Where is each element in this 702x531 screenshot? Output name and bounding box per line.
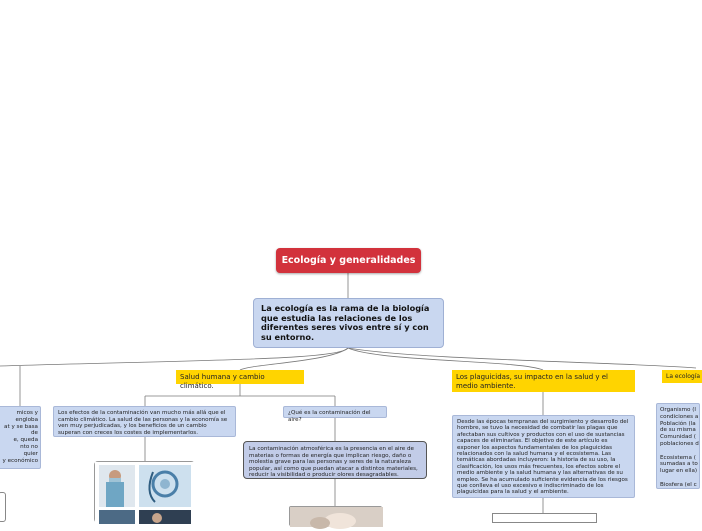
doctors-stethoscope-image xyxy=(95,462,196,524)
plaguicidas-image-frame xyxy=(492,513,597,523)
right-partial-line: sumadas a to xyxy=(660,461,698,468)
air-image xyxy=(289,506,382,526)
right-partial-line: Biosfera (el c xyxy=(660,481,697,488)
left-partial-node[interactable] xyxy=(0,406,41,469)
plaguicidas-text-node[interactable]: Desde las épocas tempranas del surgimiento y desarrollo del hombre, se tuvo la necesidad de combatir las plagas que afectaban sus cultivos y productos con el uso de sustancias capaces de eliminarlas. El objetivo de este artículo es exponer los aspectos fundamentales de los plaguicidas relacionados con la salud humana y el ecosistema. Las temáticas abordadas incluyeron: la historia de su uso, la clasificación, los usos más frecuentes, los efectos sobre el medio ambiente y la salud humana y las alternativas de su empleo. Se ha acumulado suficiente evidencia de los riesgos que conlleva el uso excesivo e indiscriminado de los plaguicidas para la salud y el ambiente. xyxy=(452,415,635,498)
branch-plaguicidas-title[interactable]: Los plaguicidas, su impacto en la salud y el medio ambiente. xyxy=(452,370,635,392)
salud-question-node[interactable]: ¿Qué es la contaminación del aire? xyxy=(283,406,387,418)
left-partial-line: quier xyxy=(23,450,38,457)
health-image xyxy=(94,461,195,523)
right-partial-line: poblaciones d xyxy=(660,440,699,447)
salud-effects-node[interactable]: Los efectos de la contaminación van mucho más allá que el cambio climático. La salud de las personas y la economía se ven muy perjudicadas, y los beneficios de un cambio superan con creces los costes de implementarlos. xyxy=(53,406,236,437)
right-partial-line: Ecosistema ( xyxy=(660,454,696,461)
right-partial-line: condiciones a xyxy=(660,413,699,420)
left-partial-line: de xyxy=(31,430,38,437)
left-partial-frame xyxy=(0,492,6,522)
right-partial-line: lugar en ella) xyxy=(660,468,698,475)
left-partial-line: e, queda xyxy=(13,437,38,444)
connector-plaguicidas xyxy=(348,348,543,370)
air-pollution-node[interactable]: La contaminación atmosférica es la presencia en el aire de materias o formas de energía que implican riesgo, daño o molestia grave para las personas y seres de la naturaleza popular, así como que puedan atacar a distintos materiales, reducir la visibilidad o producir olores desagradables. xyxy=(243,441,427,479)
right-partial-line xyxy=(660,475,696,482)
right-partial-line: Población (la xyxy=(660,420,696,427)
left-partial-line: micos y xyxy=(16,410,38,416)
right-partial-node[interactable] xyxy=(656,403,700,489)
left-partial-line: engloba xyxy=(15,416,38,423)
root-node[interactable]: Ecología y generalidades xyxy=(276,248,421,273)
left-partial-line: at y se basa xyxy=(4,423,38,430)
left-partial-line: y económico xyxy=(2,457,38,464)
right-partial-line: de su misma xyxy=(660,427,696,434)
right-partial-line xyxy=(660,448,696,455)
definition-node[interactable]: La ecología es la rama de la biología que estudia las relaciones de los diferentes seres vivos entre sí y con su entorno. xyxy=(253,298,444,348)
branch-salud-title[interactable]: Salud humana y cambio climático. xyxy=(176,370,304,384)
connector-right-partial xyxy=(348,348,696,368)
connector-left-partial xyxy=(0,348,348,366)
branch-right-partial-title[interactable]: La ecología xyxy=(662,370,702,383)
left-partial-line: nto no xyxy=(20,443,38,450)
right-partial-line: Comunidad ( xyxy=(660,434,696,441)
air-pollution-image xyxy=(290,507,383,527)
right-partial-line: Organismo (l xyxy=(660,407,696,413)
